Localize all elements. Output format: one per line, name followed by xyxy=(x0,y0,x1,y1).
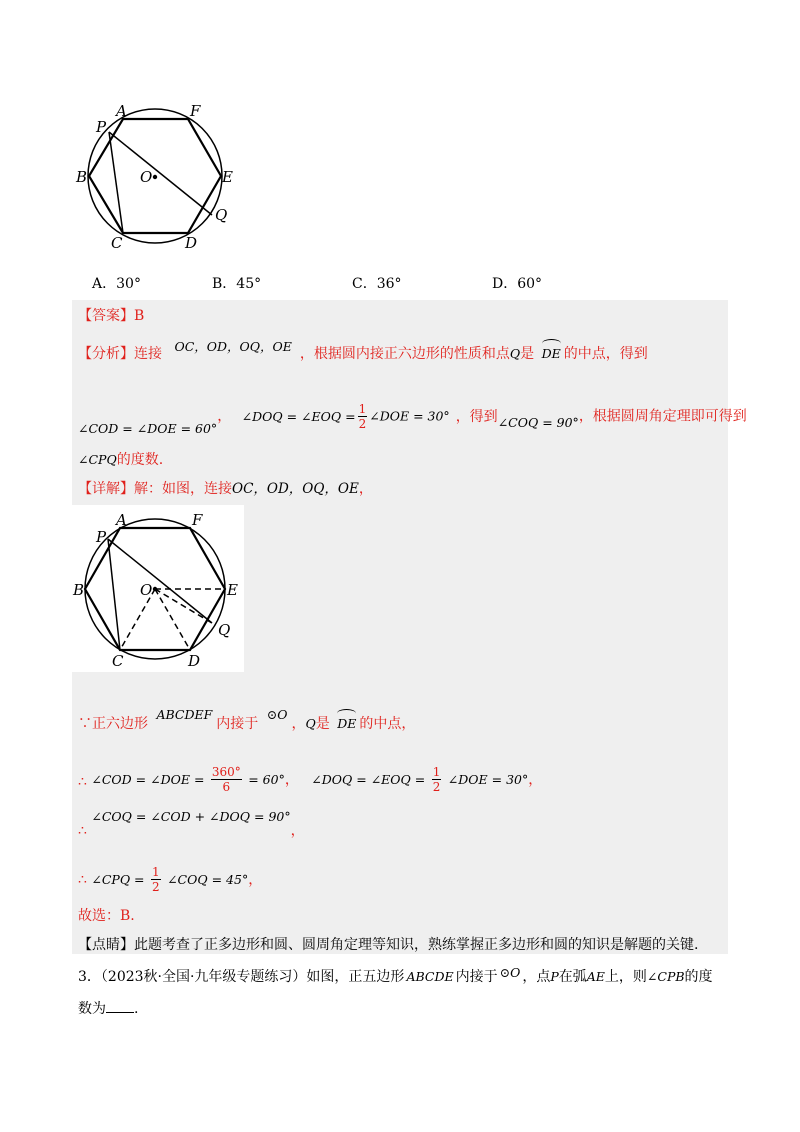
label-D: D xyxy=(185,234,198,252)
label-E-2: E xyxy=(227,581,238,599)
label-P-2: P xyxy=(96,528,107,546)
option-d: D．60° xyxy=(492,276,543,292)
label-D-2: D xyxy=(188,652,201,670)
analysis-line-3: ∠CPQ的度数. xyxy=(78,452,164,468)
analysis-line-1: 【分析】连接 OC，OD，OQ，OE ，根据圆内接正六边形的性质和点Q是 DE 的中点，得到 xyxy=(78,339,648,362)
question-3: 3．（2023秋·全国·九年级专题练习）如图，正五边形 ABCDE 内接于 ⊙O ，点P在弧AE上，则∠CPB的度 xyxy=(78,965,713,985)
step-3: ∴ ∠COQ = ∠COD + ∠DOQ = 90°， xyxy=(78,809,305,839)
answer-options xyxy=(92,273,652,295)
fraction-360-6: $\frac{360^\circ}{6}$ xyxy=(211,765,241,794)
option-b: B．45° xyxy=(212,276,262,292)
step-1: ∵正六边形 ABCDEF内接于 ⊙O，Q是 DE 的中点， xyxy=(78,707,416,732)
fraction-half: $\frac{1}{2}$ xyxy=(358,402,367,431)
answer-blank[interactable] xyxy=(106,1000,134,1013)
label-E: E xyxy=(222,168,233,186)
label-O-2: O xyxy=(140,581,153,599)
analysis-line-2: ∠COD = ∠DOE = 60°， ∠DOQ = ∠EOQ = $\frac{1}{2}$ ∠DOE = 30° ，得到∠COQ = 90°，根据圆周角定理即可得到 xyxy=(78,402,747,436)
answer-tag: 【答案】 xyxy=(78,308,134,324)
arc-de-2: DE xyxy=(337,716,356,731)
label-Q: Q xyxy=(215,206,228,224)
label-P: P xyxy=(96,118,107,136)
figure-hexagon-top xyxy=(70,100,240,260)
analysis-segments: OC，OD，OQ，OE xyxy=(174,339,292,354)
label-O: O xyxy=(140,168,153,186)
question-3-line-2: 数为 . xyxy=(78,1001,139,1017)
option-c: C．36° xyxy=(352,276,402,292)
label-A-2: A xyxy=(116,511,127,529)
arc-de: DE xyxy=(542,346,561,361)
label-A: A xyxy=(116,102,127,120)
final-choice: 故选：B. xyxy=(78,908,135,924)
label-B: B xyxy=(76,168,88,186)
label-C: C xyxy=(111,234,123,252)
comment-line: 【点睛】此题考查了正多边形和圆、圆周角定理等知识，熟练掌握正多边形和圆的知识是解题的关键. xyxy=(78,937,699,953)
label-Q-2: Q xyxy=(218,621,231,639)
step-4: ∴ ∠CPQ = $\frac{1}{2}$ ∠COQ = 45°， xyxy=(78,865,263,894)
comment-tag: 【点睛】 xyxy=(78,937,134,953)
step-2: ∴ ∠COD = ∠DOE = $\frac{360^\circ}{6}$ = 60°， ∠DOQ = ∠EOQ = $\frac{1}{2}$ ∠DOE = 30°， xyxy=(78,765,543,794)
answer-value: B xyxy=(134,308,145,324)
figure-hexagon-bottom xyxy=(72,505,244,672)
option-a: A．30° xyxy=(92,276,141,292)
detail-tag: 【详解】 xyxy=(78,481,134,497)
analysis-tag: 【分析】 xyxy=(78,346,134,362)
label-F: F xyxy=(190,102,201,120)
fraction-half-2: $\frac{1}{2}$ xyxy=(432,765,441,794)
answer-line xyxy=(78,305,144,325)
detail-line: 【详解】解：如图，连接OC，OD，OQ，OE， xyxy=(78,481,373,497)
label-F-2: F xyxy=(192,511,203,529)
label-C-2: C xyxy=(112,652,124,670)
label-B-2: B xyxy=(73,581,85,599)
fraction-half-3: $\frac{1}{2}$ xyxy=(151,865,160,894)
